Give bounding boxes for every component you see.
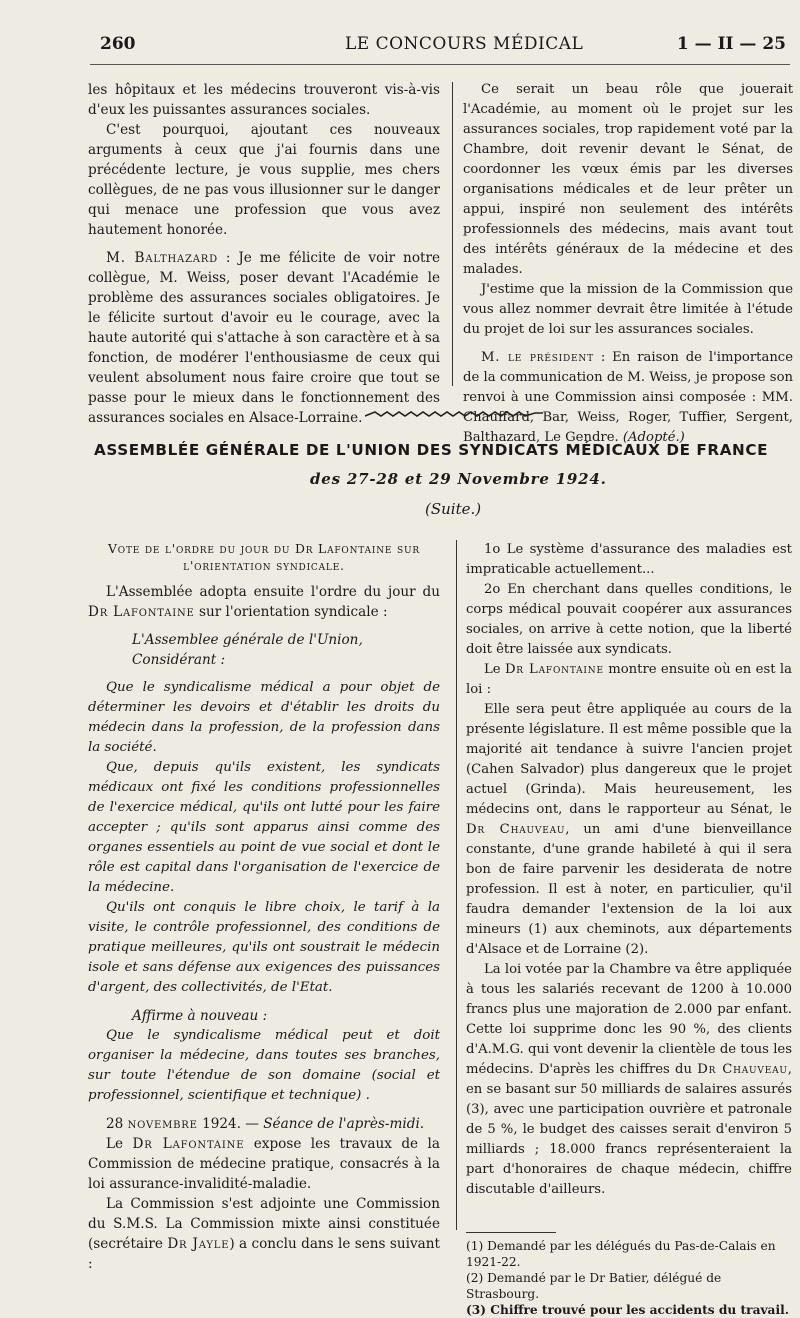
paragraph: C'est pourquoi, ajoutant ces nouveaux arguments à ceux que j'ai fournis dans une précédente lecture, je vous supplie, mes chers collègues, de ne pas vous illusionner sur le danger qui menace une profession que vous avez hautement honorée. — [88, 122, 440, 238]
text: sur l'orientation syndicale : — [194, 604, 388, 620]
running-head — [100, 34, 786, 60]
paragraph: 1o Le système d'assurance des maladies est impraticable actuellement... — [466, 542, 792, 577]
text: , en se basant sur 50 milliards de salaires assurés (3), avec une participation ouvrière et patronale de 5 %, le budget des caisses serait d'environ 5 milliards ; 18.000 francs représenteraient la part d'honoraires de chaque médecin, chiffre discutable d'ailleurs. — [466, 1062, 792, 1197]
motion-paragraph: Que, depuis qu'ils existent, les syndicats médicaux ont fixé les conditions professionnelles de l'exercice médical, qu'ils ont lutté pour les faire accepter ; qu'ils sont apparus ainsi comme des organes essentiels au point de vue social et dont le rôle est capital dans l'organisation de l'exercice de la médecine. — [88, 760, 440, 895]
motion-heading: Considérant : — [132, 652, 226, 668]
text: 1924. — — [197, 1116, 264, 1132]
journal-title: LE CONCOURS MÉDICAL — [345, 34, 584, 54]
text: Le — [484, 662, 505, 677]
text: expose les travaux de la Commission de médecine pratique, consacrés à la loi assurance-invalidité-maladie. — [88, 1136, 440, 1192]
text: ) a conclu dans le sens suivant : — [88, 1236, 440, 1272]
text: , un ami d'une bienveillance constante, d'une grande habileté à qui il sera bon de faire parvenir les desiderata de notre profession. Il est à noter, en particulier, qu'il faudra demander l'extension de la loi aux mineurs (1) aux cheminots, aux départements d'Alsace et de Lorraine (2). — [466, 822, 792, 957]
speech-text: : Je me félicite de voir notre collègue, M. Weiss, poser devant l'Académie le problème des assurances sociales obligatoires. Je le félicite surtout d'avoir eu le courage, avec la haute autorité qui s'attache à son caractère et à sa fonction, de modérer l'enthousiasme de ceux qui veulent absolument nous faire croire que tout se passe pour le mieux dans le fonctionnement des assurances sociales en Alsace-Lorraine. — [88, 250, 441, 426]
paragraph — [88, 248, 440, 428]
month: novembre — [127, 1116, 198, 1132]
section-suite: (Suite.) — [425, 500, 482, 518]
subsection-heading: Vote de l'ordre du jour du Dr Lafontaine sur l'orientation syndicale. — [108, 541, 420, 573]
paragraph — [466, 960, 792, 1200]
speaker-name: M. le président — [481, 350, 594, 365]
text: L'Assemblée adopta ensuite l'ordre du jour du — [106, 584, 440, 600]
speech-text: : En raison de l'importance de la communication de M. Weiss, je propose son renvoi à une Commission ainsi composée : MM. Chauffard, Bar, Weiss, Roger, Tuffier, Sergent, Balthazard, Le Gendre. — [463, 350, 794, 445]
footnote: (2) Demandé par le Dr Batier, délégué de Strasbourg. — [466, 1271, 722, 1301]
motion-heading: Affirme à nouveau : — [132, 1008, 268, 1024]
motion-paragraph: Qu'ils ont conquis le libre choix, le tarif à la visite, le contrôle professionnel, des conditions de pratique meilleures, qu'ils ont soustrait le médecin isole et sans défense aux exigences des puissances d'argent, des collectivités, de l'Etat. — [88, 900, 440, 995]
bottom-right-column — [466, 540, 792, 1200]
speaker-name: M. Balthazard — [106, 250, 218, 266]
person-name: Dr Lafontaine — [132, 1136, 245, 1152]
text: 28 — [106, 1116, 128, 1132]
paragraph — [88, 1194, 440, 1274]
paragraph — [463, 348, 793, 448]
header-rule — [90, 64, 790, 65]
ornament-rule — [365, 410, 543, 418]
bottom-left-column — [88, 540, 440, 1274]
person-name: Dr Chauveau — [697, 1062, 788, 1077]
text: La Commission s'est adjointe une Commission du S.M.S. La Commission mixte ainsi constituée (secrétaire — [88, 1196, 440, 1252]
person-name: Dr Chauveau — [466, 822, 566, 837]
text: La loi votée par la Chambre va être appliquée à tous les salariés recevant de 1200 à 10.000 francs plus une majoration de 2.000 par enfant. Cette loi supprime donc les 90 %, des clients d'A.M.G. qui vont devenir la clientèle de tous les médecins. D'après les chiffres du — [466, 962, 792, 1077]
person-name: Dr Lafontaine — [504, 662, 604, 677]
column-rule — [452, 82, 453, 386]
text: montre ensuite où en est la loi : — [466, 662, 792, 697]
adopted-note: (Adopté.) — [622, 430, 685, 445]
issue-date: 1 — II — 25 — [676, 34, 786, 54]
paragraph: Ce serait un beau rôle que jouerait l'Académie, au moment où le projet sur les assurances sociales, trop rapidement voté par la Chambre, doit revenir devant le Sénat, de coordonner les vœux émis par les diverses organisations médicales et de leur prêter un appui, inspiré non seulement des intérêts professionnels des médecins, mais avant tout des intérêts généraux de la médecine et des malades. — [463, 82, 793, 277]
paragraph — [466, 660, 792, 700]
footnote: (3) Chiffre trouvé pour les accidents du travail. — [466, 1303, 789, 1317]
text: Elle sera peut être appliquée au cours de la présente législature. Il est même possible que la majorité ait tendance à suivre l'ancien projet (Cahen Salvador) plus dangereux que le projet actuel (Grinda). Mais heureusement, les médecins ont, dans le rapporteur au Sénat, le — [466, 702, 792, 817]
motion-paragraph: Que le syndicalisme médical peut et doit organiser la médecine, dans toutes ses branches, sur toute l'étendue de son domaine (social et professionnel, scientifique et technique) . — [88, 1028, 440, 1103]
section-title: ASSEMBLÉE GÉNÉRALE DE L'UNION DES SYNDICATS MÉDICAUX DE FRANCE — [94, 441, 769, 459]
paragraph: J'estime que la mission de la Commission que vous allez nommer devrait être limitée à l'étude du projet de loi sur les assurances sociales. — [463, 282, 793, 337]
footnote-rule — [466, 1232, 556, 1233]
page-number: 260 — [100, 34, 136, 54]
section-dates: des 27-28 et 29 Novembre 1924. — [310, 470, 607, 488]
person-name: Dr Lafontaine — [88, 604, 195, 620]
top-left-column — [88, 80, 440, 428]
footnotes — [466, 1238, 792, 1318]
paragraph: les hôpitaux et les médecins trouveront vis-à-vis d'eux les puissantes assurances sociales. — [88, 82, 440, 118]
motion-heading: L'Assemblee générale de l'Union, — [132, 632, 363, 648]
top-right-column — [463, 80, 793, 448]
text: Le — [106, 1136, 133, 1152]
paragraph — [88, 1134, 440, 1194]
session-title: Séance de l'après-midi. — [263, 1116, 425, 1132]
column-rule — [456, 540, 457, 1230]
footnote: (1) Demandé par les délégués du Pas-de-Calais en 1921-22. — [466, 1239, 776, 1269]
session-line — [88, 1114, 440, 1134]
paragraph — [466, 700, 792, 960]
paragraph — [88, 582, 440, 622]
motion-paragraph: Que le syndicalisme médical a pour objet de déterminer les devoirs et d'établir les droits du médecin dans la profession, de la profession dans la société. — [88, 680, 440, 755]
person-name: Dr Jayle — [167, 1236, 230, 1252]
paragraph: 2o En cherchant dans quelles conditions, le corps médical pouvait coopérer aux assurances sociales, on arrive à cette notion, que la liberté doit être laissée aux syndicats. — [466, 582, 792, 657]
